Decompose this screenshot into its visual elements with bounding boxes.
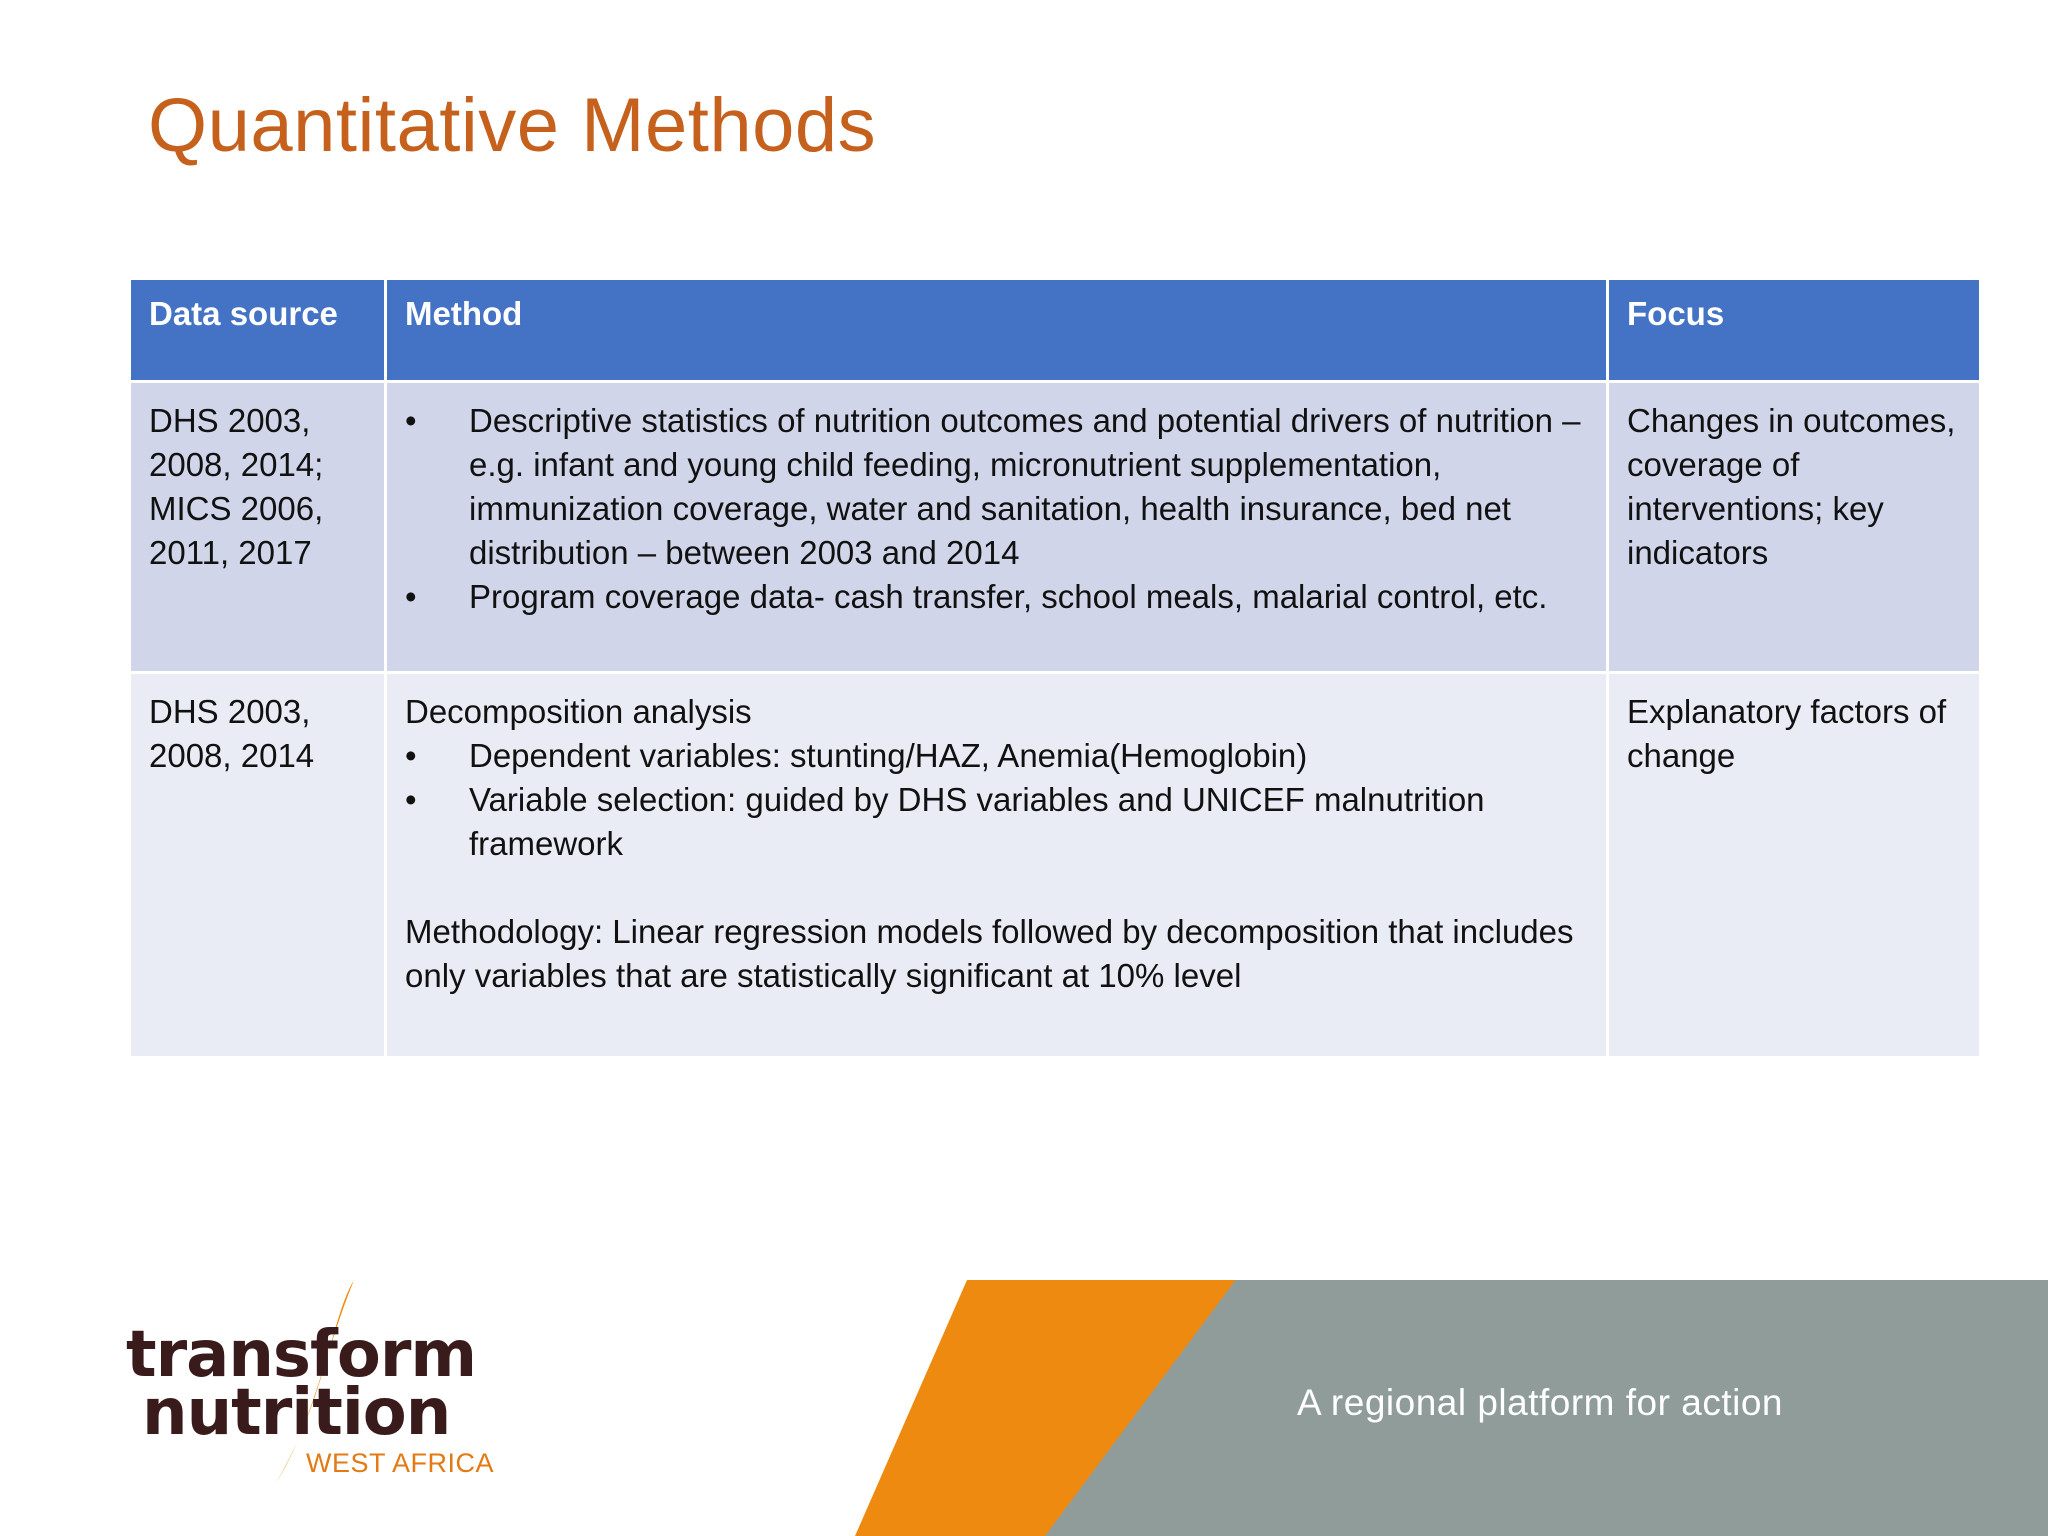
logo-word-nutrition: nutrition [142, 1376, 451, 1450]
method-bullet [405, 778, 1588, 866]
method-bullet [405, 734, 1588, 778]
method-bullet-text: Variable selection: guided by DHS variables and UNICEF malnutrition framework [469, 781, 1485, 862]
logo-word-transform: transform [126, 1318, 477, 1392]
bullet-dot: • [405, 781, 417, 818]
cell-focus: Explanatory factors of change [1608, 673, 1981, 1058]
method-bullet-text: Descriptive statistics of nutrition outcomes and potential drivers of nutrition – e.g. infant and young child feeding, micronutrient supplementation, immunization coverage, water and sanitation, health insurance, bed net distribution – between 2003 and 2014 [469, 402, 1581, 571]
header-focus: Focus [1608, 279, 1981, 382]
method-bullet-text: Program coverage data- cash transfer, school meals, malarial control, etc. [469, 578, 1548, 615]
method-bullet [405, 399, 1588, 575]
cell-data-source: DHS 2003, 2008, 2014; MICS 2006, 2011, 2017 [130, 382, 386, 673]
header-method: Method [386, 279, 1608, 382]
bullet-dot: • [405, 578, 417, 615]
cell-focus: Changes in outcomes, coverage of interventions; key indicators [1608, 382, 1981, 673]
method-note: Methodology: Linear regression models followed by decomposition that includes only variables that are statistically significant at 10% level [405, 913, 1574, 994]
cell-method [386, 382, 1608, 673]
cell-data-source: DHS 2003, 2008, 2014 [130, 673, 386, 1058]
methods-table [128, 277, 1982, 1059]
footer-tagline: A regional platform for action [1297, 1382, 1783, 1423]
method-bullet-list [405, 399, 1588, 619]
logo-region: WEST AFRICA [306, 1448, 495, 1478]
table-row [130, 673, 1981, 1058]
method-bullet [405, 575, 1588, 619]
slide-title: Quantitative Methods [148, 83, 877, 168]
method-bullet-list [405, 734, 1588, 866]
paragraph-spacer [405, 866, 1588, 910]
header-data-source: Data source [130, 279, 386, 382]
bullet-dot: • [405, 402, 417, 439]
method-intro: Decomposition analysis [405, 693, 752, 730]
transform-nutrition-logo [126, 1278, 506, 1488]
method-bullet-text: Dependent variables: stunting/HAZ, Anemia(Hemoglobin) [469, 737, 1308, 774]
table-header-row [130, 279, 1981, 382]
cell-method [386, 673, 1608, 1058]
bullet-dot: • [405, 737, 417, 774]
table-row [130, 382, 1981, 673]
